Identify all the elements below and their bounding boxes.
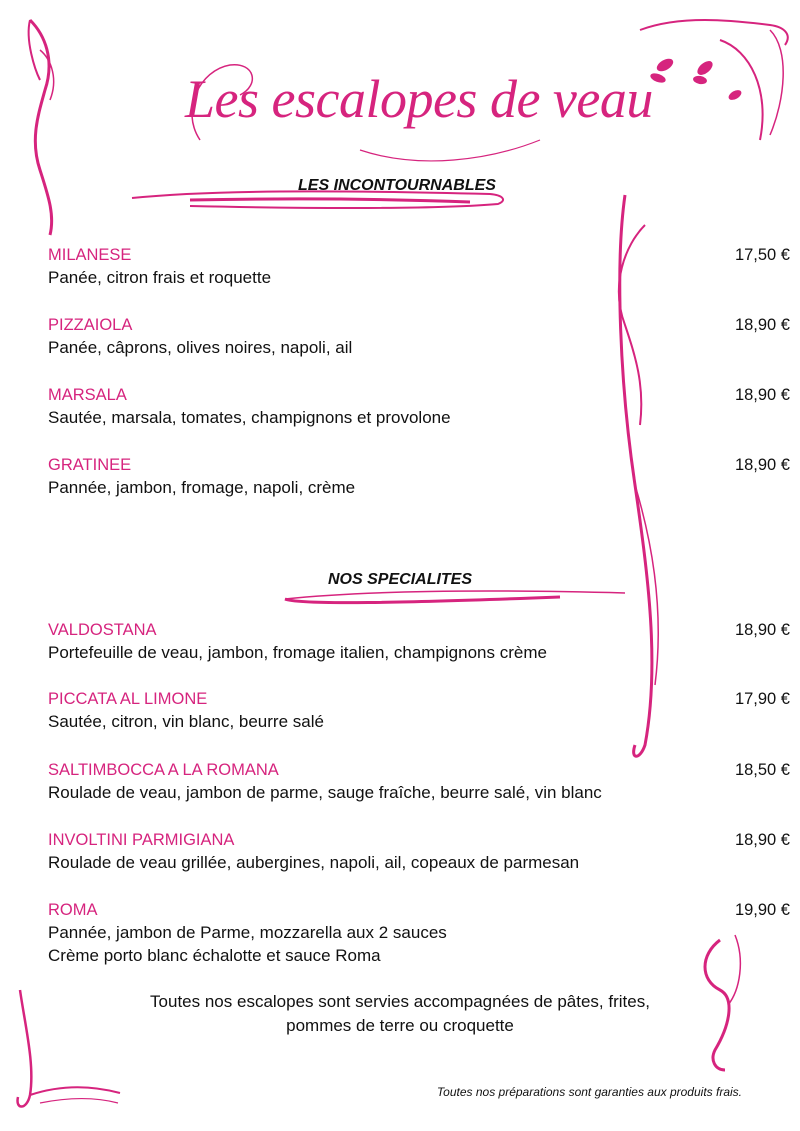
menu-item-valdostana [48,619,790,664]
item-description: Pannée, jambon de Parme, mozzarella aux 2 sauces [48,923,447,942]
item-price: 17,50 € [734,246,790,264]
menu-item-gratinee [48,454,790,499]
menu-item-saltimbocca [48,759,790,804]
accompaniment-note [100,990,700,1038]
menu-title: Les escalopes de veau [185,69,653,129]
accompaniment-note-line-2: pommes de terre ou croquette [286,1016,514,1035]
item-price: 18,90 € [734,386,790,404]
item-description-line-2: Crème porto blanc échalotte et sauce Roma [48,946,381,965]
item-name: SALTIMBOCCA A LA ROMANA [48,761,279,779]
item-name: PICCATA AL LIMONE [48,690,208,708]
accompaniment-note-line-1: Toutes nos escalopes sont servies accompagnées de pâtes, frites, [150,992,650,1011]
item-description: Pannée, jambon, fromage, napoli, crème [48,478,356,497]
item-description: Panée, citron frais et roquette [48,268,272,287]
menu-item-milanese [48,244,790,289]
section-heading-incontournables: LES INCONTOURNABLES [298,177,496,194]
item-price: 19,90 € [734,901,790,919]
item-price: 17,90 € [734,690,790,708]
menu-item-marsala [48,384,790,429]
item-name: ROMA [48,901,98,919]
item-description: Sautée, citron, vin blanc, beurre salé [48,712,324,731]
item-name: MILANESE [48,246,132,264]
item-description: Sautée, marsala, tomates, champignons et provolone [48,408,451,427]
item-description: Roulade de veau, jambon de parme, sauge fraîche, beurre salé, vin blanc [48,783,602,802]
section-heading-specialites: NOS SPECIALITES [328,571,473,588]
item-name: INVOLTINI PARMIGIANA [48,831,235,849]
item-price: 18,90 € [734,456,790,474]
item-name: GRATINEE [48,456,132,474]
menu-item-piccata-al-limone [48,688,790,733]
menu-item-involtini-parmigiana [48,829,790,874]
menu-item-pizzaiola [48,314,790,359]
item-price: 18,90 € [734,621,790,639]
menu-item-roma [48,899,790,967]
item-name: VALDOSTANA [48,621,157,639]
item-description: Panée, câprons, olives noires, napoli, ail [48,338,353,357]
item-name: MARSALA [48,386,127,404]
top-left-swirl-ornament [0,0,80,240]
item-name: PIZZAIOLA [48,316,133,334]
item-price: 18,90 € [734,831,790,849]
item-price: 18,90 € [734,316,790,334]
item-description: Roulade de veau grillée, aubergines, napoli, ail, copeaux de parmesan [48,853,580,872]
item-price: 18,50 € [734,761,790,779]
item-description: Portefeuille de veau, jambon, fromage italien, champignons crème [48,643,547,662]
fresh-products-note: Toutes nos préparations sont garanties aux produits frais. [436,1085,742,1099]
